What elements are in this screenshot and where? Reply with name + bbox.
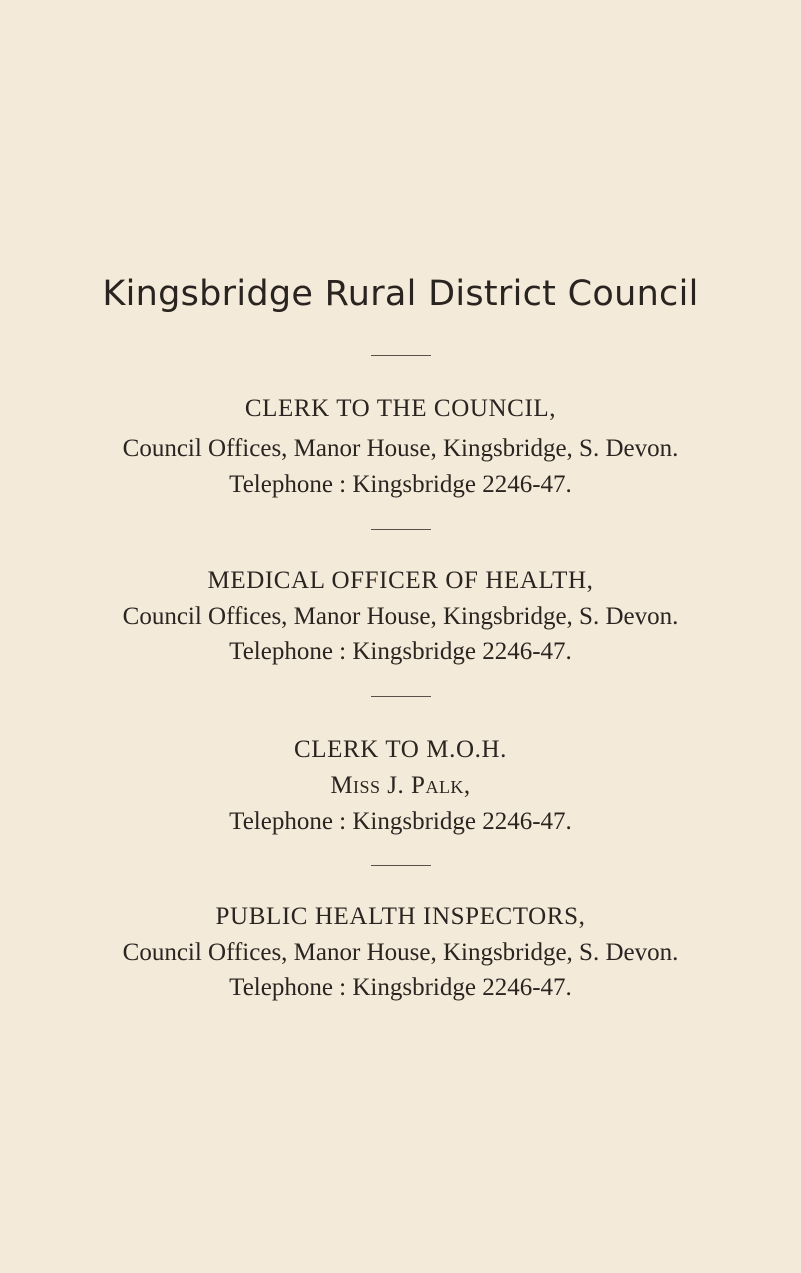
divider — [371, 865, 431, 866]
clerk-moh-name: Miss J. Palk, — [330, 772, 471, 799]
divider — [371, 529, 431, 530]
clerk-moh-telephone: Telephone : Kingsbridge 2246-47. — [229, 808, 572, 835]
council-title: Kingsbridge Rural District Council — [102, 274, 699, 314]
divider — [371, 696, 431, 697]
inspectors-heading: PUBLIC HEALTH INSPECTORS, — [215, 903, 586, 930]
clerk-moh-heading: CLERK TO M.O.H. — [294, 736, 507, 763]
clerk-council-address: Council Offices, Manor House, Kingsbridge, S. Devon. — [122, 435, 679, 462]
moh-telephone: Telephone : Kingsbridge 2246-47. — [229, 638, 572, 665]
inspectors-telephone: Telephone : Kingsbridge 2246-47. — [229, 974, 572, 1001]
divider — [371, 355, 431, 356]
inspectors-address: Council Offices, Manor House, Kingsbridge, S. Devon. — [122, 939, 679, 966]
clerk-council-heading: CLERK TO THE COUNCIL, — [244, 395, 557, 422]
moh-address: Council Offices, Manor House, Kingsbridge, S. Devon. — [122, 603, 679, 630]
clerk-council-telephone: Telephone : Kingsbridge 2246-47. — [229, 471, 572, 498]
moh-heading: MEDICAL OFFICER OF HEALTH, — [207, 567, 594, 594]
